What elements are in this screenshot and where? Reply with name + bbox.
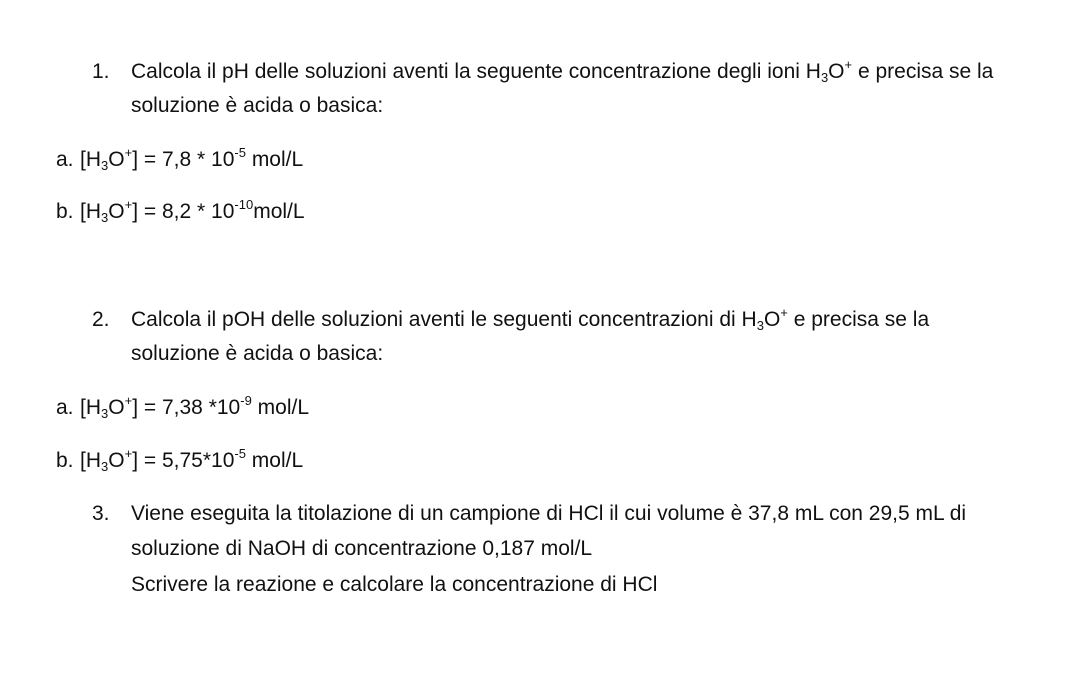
hydronium-formula: $H_3O^+$ [741,305,788,333]
question-1-line-1 [131,58,993,85]
question-1-number: 1. [92,60,110,83]
question-2-item-a: a. $[H_3O^+] = 7,38$ $*10^{-9}$ mol/L [56,393,309,421]
question-1-text-end: e precisa se la [857,60,994,83]
question-2-line-2: soluzione è acida o basica: [131,342,384,365]
question-3-line-1: Viene eseguita la titolazione di un campione di HCl il cui volume è 37,8 mL con 29,5 mL di [131,502,967,525]
question-3-line-2: soluzione di NaOH di concentrazione 0,187 mol/L [131,537,593,560]
question-2-item-b: b. $[H_3O^+] = 5,75*10^{-5}$ mol/L [56,446,304,474]
question-1-line-2: soluzione è acida o basica: [131,94,384,117]
question-2-text: Calcola il pOH delle soluzioni aventi le seguenti concentrazioni di [131,308,736,331]
question-2-text-end: e precisa se la [793,308,930,331]
question-3-number: 3. [92,502,110,525]
question-2-number: 2. [92,308,110,331]
question-2-line-1 [131,306,929,333]
question-3-line-3: Scrivere la reazione e calcolare la concentrazione di HCl [131,573,658,596]
question-1-item-a: a. $[H_3O^+] = 7,8 * 10^{-5}$ mol/L [56,145,304,173]
hydronium-formula: $H_3O^+$ [805,57,853,85]
question-1-text: Calcola il pH delle soluzioni aventi la seguente concentrazione degli ioni [131,60,800,83]
question-1-item-b: b. $[H_3O^+] = 8,2 * 10^{-10}mol/L$ [56,197,305,225]
